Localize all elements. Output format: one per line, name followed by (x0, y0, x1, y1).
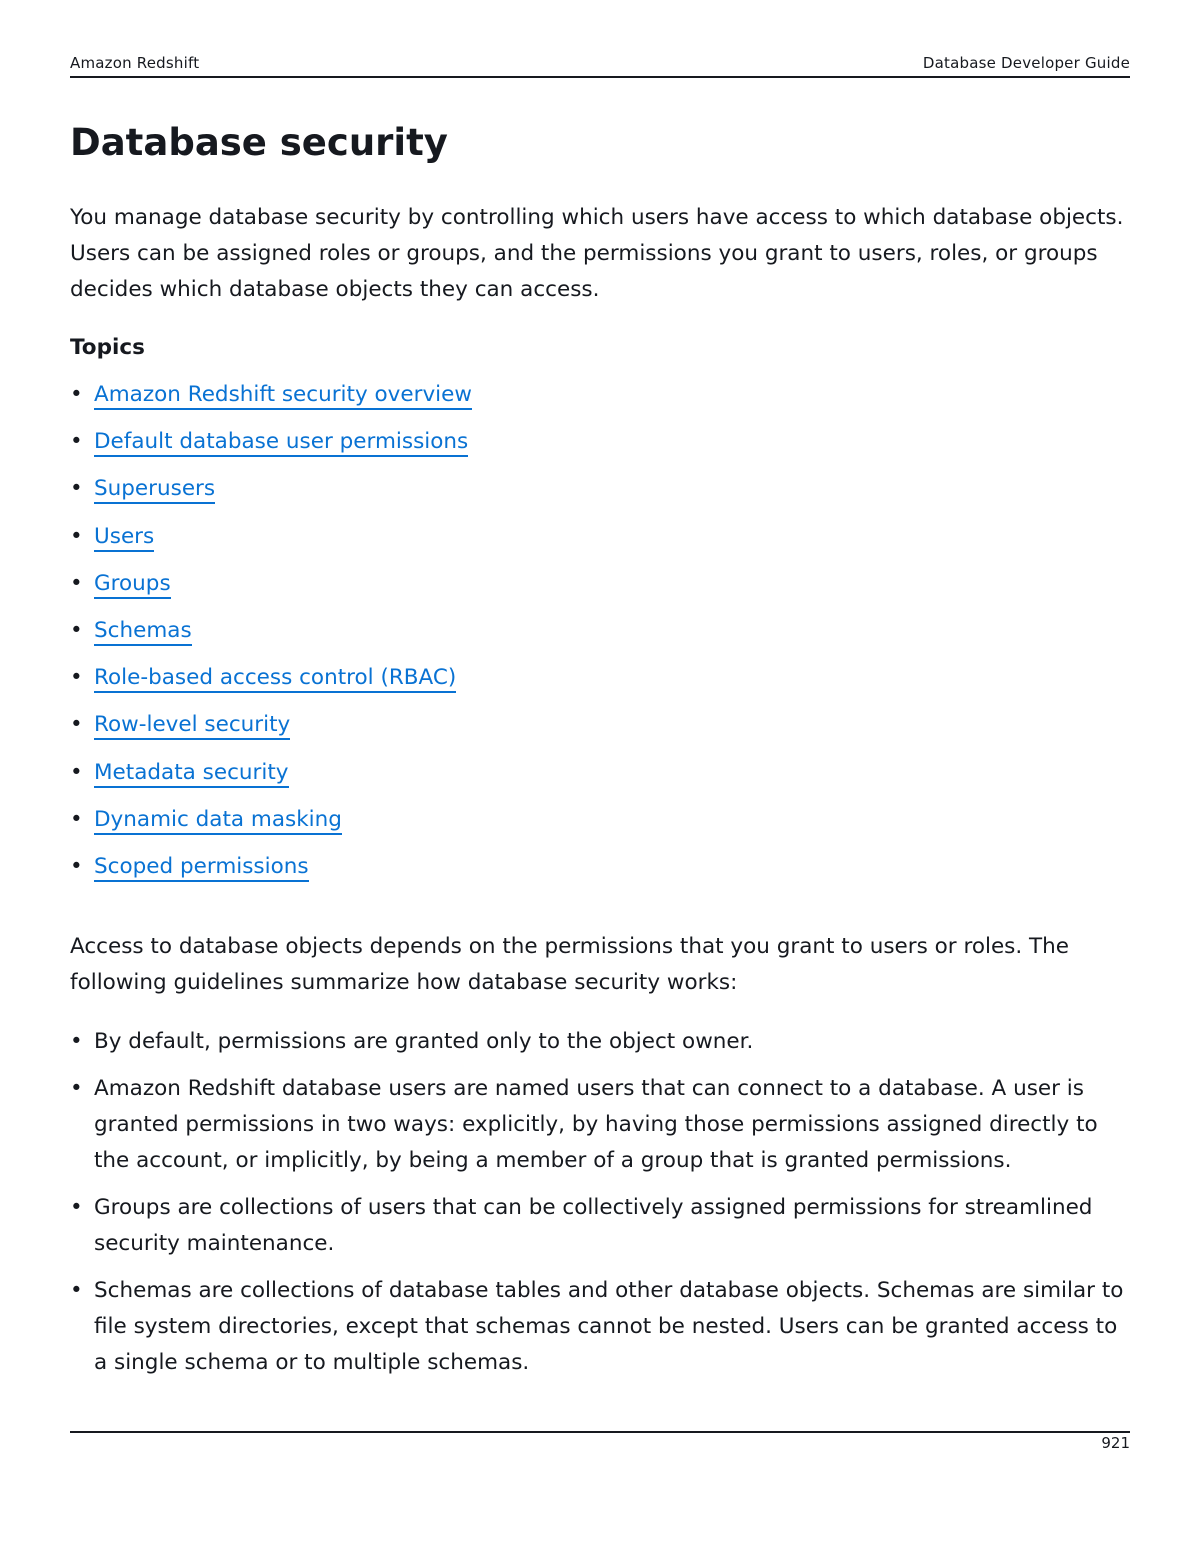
guideline-item (70, 1190, 1130, 1262)
topic-item (70, 424, 472, 471)
intro-paragraph: You manage database security by controlling which users have access to which database objects. Users can be assigned roles or groups, and the permissions you grant to users, roles, or groups decides which database objects they can access. (70, 205, 1124, 302)
guidelines-list (70, 1024, 1130, 1392)
topic-item (70, 613, 472, 660)
guideline-item (70, 1024, 1130, 1060)
bullet-icon: • (70, 1029, 83, 1054)
bullet-icon: • (70, 429, 83, 455)
page-title: Database security (70, 121, 448, 164)
guideline-text: By default, permissions are granted only to the object owner. (94, 1029, 754, 1054)
header-guide-name: Database Developer Guide (922, 54, 1130, 72)
bullet-icon: • (70, 665, 83, 691)
bullet-icon: • (70, 523, 83, 549)
topic-link-schemas[interactable]: Schemas (94, 618, 192, 646)
document-page (70, 0, 1130, 1553)
header-divider (70, 76, 1130, 78)
topic-link-metadata-security[interactable]: Metadata security (94, 760, 289, 788)
topics-list (70, 377, 472, 896)
topic-link-default-permissions[interactable]: Default database user permissions (94, 429, 468, 457)
bullet-icon: • (70, 1076, 83, 1101)
bullet-icon: • (70, 476, 83, 502)
guideline-text: Amazon Redshift database users are named users that can connect to a database. A user is granted permissions in two ways: explicitly, by having those permissions assigned directly to the account, or implicitly, by being a member of a group that is granted permissions. (94, 1076, 1098, 1173)
bullet-icon: • (70, 759, 83, 785)
topic-item (70, 471, 472, 518)
topic-link-security-overview[interactable]: Amazon Redshift security overview (94, 382, 472, 410)
guideline-item (70, 1071, 1130, 1179)
bullet-icon: • (70, 712, 83, 738)
page-number: 921 (1101, 1434, 1130, 1452)
bullet-icon: • (70, 1195, 83, 1220)
topic-link-row-level-security[interactable]: Row-level security (94, 712, 290, 740)
bullet-icon: • (70, 617, 83, 643)
topic-item (70, 660, 472, 707)
guideline-text: Groups are collections of users that can be collectively assigned permissions for streamlined security maintenance. (94, 1195, 1093, 1256)
topic-item (70, 519, 472, 566)
topic-link-groups[interactable]: Groups (94, 571, 171, 599)
running-header (70, 54, 1130, 72)
guideline-text: Schemas are collections of database tables and other database objects. Schemas are similar to file system directories, except that schemas cannot be nested. Users can be granted access to a single schema or to multiple schemas. (94, 1278, 1124, 1375)
bullet-icon: • (70, 806, 83, 832)
topic-item (70, 849, 472, 896)
topic-link-rbac[interactable]: Role-based access control (RBAC) (94, 665, 456, 693)
bullet-icon: • (70, 1278, 83, 1303)
topic-item (70, 802, 472, 849)
topic-item (70, 707, 472, 754)
footer-divider (70, 1431, 1130, 1433)
access-paragraph: Access to database objects depends on the permissions that you grant to users or roles. The following guidelines summarize how database security works: (70, 934, 1070, 995)
topic-link-scoped-permissions[interactable]: Scoped permissions (94, 854, 309, 882)
topic-link-dynamic-data-masking[interactable]: Dynamic data masking (94, 807, 342, 835)
topic-link-users[interactable]: Users (94, 524, 154, 552)
bullet-icon: • (70, 570, 83, 596)
topic-item (70, 377, 472, 424)
header-product-name: Amazon Redshift (70, 54, 200, 72)
guideline-item (70, 1273, 1130, 1381)
topic-item (70, 755, 472, 802)
topics-heading: Topics (70, 335, 145, 360)
topic-item (70, 566, 472, 613)
bullet-icon: • (70, 382, 83, 407)
bullet-icon: • (70, 853, 83, 879)
topic-link-superusers[interactable]: Superusers (94, 476, 215, 504)
